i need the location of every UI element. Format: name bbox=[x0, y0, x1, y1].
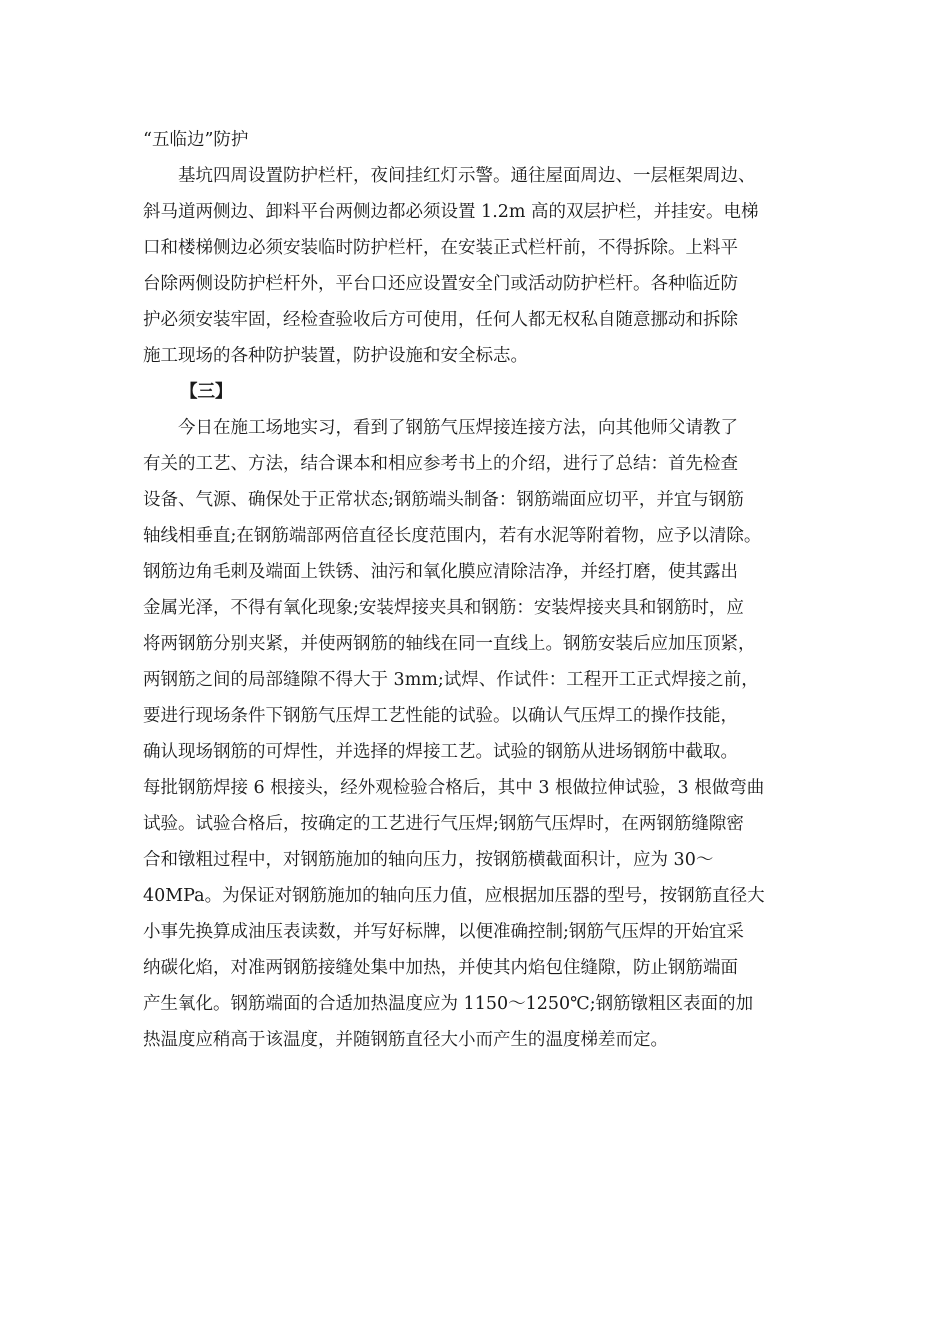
paragraph-line: 每批钢筋焊接 6 根接头，经外观检验合格后，其中 3 根做拉伸试验，3 根做弯曲 bbox=[143, 778, 765, 798]
paragraph-line: 合和镦粗过程中，对钢筋施加的轴向压力，按钢筋横截面积计，应为 30～ bbox=[143, 850, 714, 870]
section-marker: 【三】 bbox=[180, 382, 233, 402]
paragraph-line: 钢筋边角毛刺及端面上铁锈、油污和氧化膜应清除洁净，并经打磨，使其露出 bbox=[143, 562, 738, 582]
paragraph-line: 产生氧化。钢筋端面的合适加热温度应为 1150～1250℃;钢筋镦粗区表面的加 bbox=[143, 994, 754, 1014]
paragraph-line: 小事先换算成油压表读数，并写好标牌，以便准确控制;钢筋气压焊的开始宜采 bbox=[143, 922, 744, 942]
paragraph-line: 有关的工艺、方法，结合课本和相应参考书上的介绍，进行了总结：首先检查 bbox=[143, 454, 738, 474]
paragraph-line: 40MPa。为保证对钢筋施加的轴向压力值，应根据加压器的型号，按钢筋直径大 bbox=[143, 886, 765, 906]
paragraph-line: 确认现场钢筋的可焊性，并选择的焊接工艺。试验的钢筋从进场钢筋中截取。 bbox=[143, 742, 738, 762]
paragraph-line: 基坑四周设置防护栏杆，夜间挂红灯示警。通往屋面周边、一层框架周边、 bbox=[178, 166, 756, 186]
paragraph-line: 轴线相垂直;在钢筋端部两倍直径长度范围内，若有水泥等附着物，应予以清除。 bbox=[143, 526, 762, 546]
paragraph-line: 今日在施工场地实习，看到了钢筋气压焊接连接方法，向其他师父请教了 bbox=[178, 418, 738, 438]
paragraph-line: 两钢筋之间的局部缝隙不得大于 3mm;试焊、作试件：工程开工正式焊接之前， bbox=[143, 670, 759, 690]
paragraph-line: 将两钢筋分别夹紧，并使两钢筋的轴线在同一直线上。钢筋安装后应加压顶紧， bbox=[143, 634, 756, 654]
section-heading: “五临边”防护 bbox=[143, 130, 249, 150]
paragraph-line: 口和楼梯侧边必须安装临时防护栏杆，在安装正式栏杆前，不得拆除。上料平 bbox=[143, 238, 738, 258]
paragraph-line: 台除两侧设防护栏杆外，平台口还应设置安全门或活动防护栏杆。各种临近防 bbox=[143, 274, 738, 294]
paragraph-line: 护必须安装牢固，经检查验收后方可使用，任何人都无权私自随意挪动和拆除 bbox=[143, 310, 738, 330]
paragraph-line: 斜马道两侧边、卸料平台两侧边都必须设置 1.2m 高的双层护栏，并挂安。电梯 bbox=[143, 202, 759, 222]
paragraph-line: 要进行现场条件下钢筋气压焊工艺性能的试验。以确认气压焊工的操作技能， bbox=[143, 706, 738, 726]
paragraph-line: 试验。试验合格后，按确定的工艺进行气压焊;钢筋气压焊时，在两钢筋缝隙密 bbox=[143, 814, 744, 834]
paragraph-line: 金属光泽，不得有氧化现象;安装焊接夹具和钢筋：安装焊接夹具和钢筋时，应 bbox=[143, 598, 744, 618]
paragraph-line: 施工现场的各种防护装置，防护设施和安全标志。 bbox=[143, 346, 528, 366]
paragraph-line: 设备、气源、确保处于正常状态;钢筋端头制备：钢筋端面应切平，并宜与钢筋 bbox=[143, 490, 744, 510]
paragraph-line: 纳碳化焰，对准两钢筋接缝处集中加热，并使其内焰包住缝隙，防止钢筋端面 bbox=[143, 958, 738, 978]
paragraph-line: 热温度应稍高于该温度，并随钢筋直径大小而产生的温度梯差而定。 bbox=[143, 1030, 668, 1050]
